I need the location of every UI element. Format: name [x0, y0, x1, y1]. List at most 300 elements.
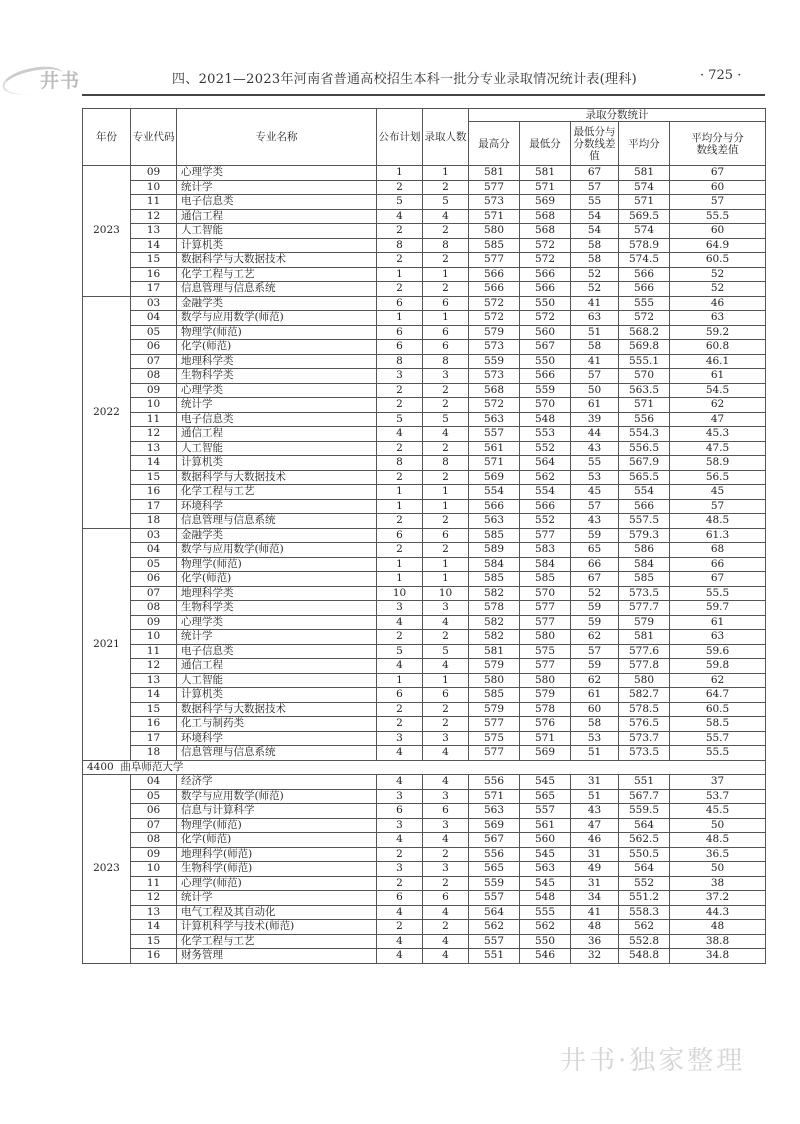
avg-diff-cell: 60.8	[670, 340, 766, 355]
table-row	[83, 354, 766, 369]
avg-score-cell: 581	[619, 166, 670, 181]
avg-score-cell: 552	[619, 876, 670, 891]
avg-score-cell: 564	[619, 818, 670, 833]
admitted-cell: 2	[423, 920, 469, 935]
avg-diff-cell: 50	[670, 818, 766, 833]
plan-cell: 4	[377, 775, 423, 790]
major-name-cell: 地理科学(师范)	[177, 847, 377, 862]
avg-diff-cell: 61	[670, 369, 766, 384]
max-score-cell: 556	[469, 847, 520, 862]
code-cell: 10	[131, 862, 177, 877]
plan-cell: 1	[377, 166, 423, 181]
min-score-cell: 563	[520, 862, 571, 877]
code-cell: 09	[131, 847, 177, 862]
min-score-cell: 584	[520, 557, 571, 572]
min-diff-cell: 60	[571, 702, 619, 717]
plan-cell: 2	[377, 702, 423, 717]
avg-diff-cell: 54.5	[670, 383, 766, 398]
max-score-cell: 579	[469, 659, 520, 674]
min-diff-cell: 44	[571, 427, 619, 442]
plan-cell: 6	[377, 528, 423, 543]
admitted-cell: 3	[423, 789, 469, 804]
major-name-cell: 心理学(师范)	[177, 876, 377, 891]
min-diff-cell: 31	[571, 847, 619, 862]
major-name-cell: 人工智能	[177, 673, 377, 688]
avg-score-cell: 564	[619, 862, 670, 877]
avg-score-cell: 578.9	[619, 238, 670, 253]
table-row	[83, 659, 766, 674]
major-name-cell: 统计学	[177, 398, 377, 413]
max-score-cell: 582	[469, 586, 520, 601]
major-name-cell: 化学(师范)	[177, 572, 377, 587]
plan-cell: 6	[377, 296, 423, 311]
min-score-cell: 568	[520, 209, 571, 224]
avg-score-cell: 586	[619, 543, 670, 558]
avg-diff-cell: 60.5	[670, 702, 766, 717]
avg-score-cell: 551	[619, 775, 670, 790]
min-diff-cell: 31	[571, 775, 619, 790]
max-score-cell: 581	[469, 166, 520, 181]
code-cell: 05	[131, 557, 177, 572]
code-cell: 15	[131, 253, 177, 268]
avg-score-cell: 567.9	[619, 456, 670, 471]
major-name-cell: 心理学类	[177, 166, 377, 181]
admitted-cell: 2	[423, 543, 469, 558]
max-score-cell: 585	[469, 688, 520, 703]
min-diff-cell: 63	[571, 311, 619, 326]
admitted-cell: 2	[423, 847, 469, 862]
min-score-cell: 569	[520, 746, 571, 761]
major-name-cell: 计算机类	[177, 238, 377, 253]
avg-diff-cell: 59.2	[670, 325, 766, 340]
code-cell: 04	[131, 543, 177, 558]
major-name-cell: 电气工程及其自动化	[177, 905, 377, 920]
code-cell: 14	[131, 456, 177, 471]
avg-diff-cell: 67	[670, 572, 766, 587]
major-name-cell: 统计学	[177, 180, 377, 195]
max-score-cell: 579	[469, 325, 520, 340]
plan-cell: 8	[377, 238, 423, 253]
avg-diff-cell: 61	[670, 615, 766, 630]
table-row	[83, 847, 766, 862]
plan-cell: 2	[377, 543, 423, 558]
avg-diff-cell: 56.5	[670, 470, 766, 485]
min-diff-cell: 62	[571, 630, 619, 645]
min-score-cell: 550	[520, 354, 571, 369]
major-name-cell: 化学工程与工艺	[177, 267, 377, 282]
avg-diff-cell: 67	[670, 166, 766, 181]
min-diff-cell: 48	[571, 920, 619, 935]
min-diff-cell: 52	[571, 267, 619, 282]
min-diff-cell: 58	[571, 717, 619, 732]
major-name-cell: 信息管理与信息系统	[177, 514, 377, 529]
avg-diff-cell: 63	[670, 630, 766, 645]
min-score-cell: 571	[520, 180, 571, 195]
avg-score-cell: 567.7	[619, 789, 670, 804]
max-score-cell: 572	[469, 398, 520, 413]
table-row	[83, 340, 766, 355]
table-row	[83, 572, 766, 587]
max-score-cell: 566	[469, 499, 520, 514]
major-name-cell: 地理科学类	[177, 354, 377, 369]
avg-diff-cell: 55.7	[670, 731, 766, 746]
plan-cell: 4	[377, 209, 423, 224]
avg-score-cell: 572	[619, 311, 670, 326]
table-row	[83, 253, 766, 268]
plan-cell: 4	[377, 949, 423, 964]
table-row	[83, 499, 766, 514]
avg-score-cell: 584	[619, 557, 670, 572]
code-cell: 12	[131, 209, 177, 224]
avg-diff-cell: 50	[670, 862, 766, 877]
major-name-cell: 人工智能	[177, 224, 377, 239]
header-score-stats: 录取分数统计	[469, 109, 766, 122]
avg-score-cell: 579	[619, 615, 670, 630]
major-name-cell: 生物科学(师范)	[177, 862, 377, 877]
min-diff-cell: 51	[571, 789, 619, 804]
plan-cell: 2	[377, 180, 423, 195]
plan-cell: 5	[377, 412, 423, 427]
min-score-cell: 577	[520, 601, 571, 616]
code-cell: 16	[131, 949, 177, 964]
table-row	[83, 934, 766, 949]
major-name-cell: 通信工程	[177, 427, 377, 442]
avg-score-cell: 558.3	[619, 905, 670, 920]
max-score-cell: 559	[469, 876, 520, 891]
code-cell: 11	[131, 644, 177, 659]
university-code: 4400	[87, 760, 114, 773]
min-diff-cell: 61	[571, 688, 619, 703]
min-diff-cell: 53	[571, 470, 619, 485]
university-title: 曲阜师范大学	[120, 760, 184, 773]
code-cell: 08	[131, 601, 177, 616]
admitted-cell: 6	[423, 688, 469, 703]
university-row	[83, 760, 766, 775]
min-score-cell: 585	[520, 572, 571, 587]
code-cell: 03	[131, 528, 177, 543]
code-cell: 07	[131, 818, 177, 833]
min-score-cell: 572	[520, 253, 571, 268]
header-code: 专业代码	[131, 109, 177, 166]
admitted-cell: 1	[423, 485, 469, 500]
avg-score-cell: 550.5	[619, 847, 670, 862]
avg-diff-cell: 57	[670, 499, 766, 514]
avg-diff-cell: 62	[670, 673, 766, 688]
code-cell: 15	[131, 702, 177, 717]
min-score-cell: 552	[520, 441, 571, 456]
major-name-cell: 化学(师范)	[177, 833, 377, 848]
table-row	[83, 311, 766, 326]
admitted-cell: 6	[423, 325, 469, 340]
min-diff-cell: 49	[571, 862, 619, 877]
min-diff-cell: 58	[571, 253, 619, 268]
min-score-cell: 545	[520, 847, 571, 862]
avg-score-cell: 555	[619, 296, 670, 311]
plan-cell: 2	[377, 253, 423, 268]
major-name-cell: 计算机科学与技术(师范)	[177, 920, 377, 935]
avg-score-cell: 556	[619, 412, 670, 427]
avg-score-cell: 551.2	[619, 891, 670, 906]
min-diff-cell: 45	[571, 485, 619, 500]
min-score-cell: 577	[520, 615, 571, 630]
admitted-cell: 2	[423, 398, 469, 413]
table-row	[83, 920, 766, 935]
code-cell: 06	[131, 340, 177, 355]
avg-score-cell: 579.3	[619, 528, 670, 543]
max-score-cell: 577	[469, 746, 520, 761]
admitted-cell: 2	[423, 876, 469, 891]
min-score-cell: 557	[520, 804, 571, 819]
min-score-cell: 559	[520, 383, 571, 398]
admitted-cell: 1	[423, 499, 469, 514]
admitted-cell: 2	[423, 441, 469, 456]
avg-diff-cell: 38	[670, 876, 766, 891]
table-row	[83, 833, 766, 848]
major-name-cell: 统计学	[177, 630, 377, 645]
table-row	[83, 238, 766, 253]
max-score-cell: 580	[469, 673, 520, 688]
code-cell: 10	[131, 630, 177, 645]
plan-cell: 2	[377, 920, 423, 935]
table-row	[83, 383, 766, 398]
plan-cell: 2	[377, 441, 423, 456]
admitted-cell: 8	[423, 238, 469, 253]
university-name	[83, 760, 766, 775]
avg-diff-cell: 60.5	[670, 253, 766, 268]
avg-score-cell: 554	[619, 485, 670, 500]
max-score-cell: 556	[469, 775, 520, 790]
plan-cell: 4	[377, 659, 423, 674]
min-score-cell: 572	[520, 238, 571, 253]
min-diff-cell: 57	[571, 180, 619, 195]
min-diff-cell: 51	[571, 746, 619, 761]
plan-cell: 10	[377, 586, 423, 601]
min-diff-cell: 43	[571, 804, 619, 819]
min-diff-cell: 59	[571, 601, 619, 616]
major-name-cell: 物理学(师范)	[177, 325, 377, 340]
avg-score-cell: 569.8	[619, 340, 670, 355]
min-score-cell: 552	[520, 514, 571, 529]
max-score-cell: 573	[469, 369, 520, 384]
min-score-cell: 564	[520, 456, 571, 471]
major-name-cell: 环境科学	[177, 731, 377, 746]
table-row	[83, 586, 766, 601]
major-name-cell: 物理学(师范)	[177, 818, 377, 833]
min-diff-cell: 58	[571, 340, 619, 355]
avg-diff-cell: 60	[670, 180, 766, 195]
avg-diff-cell: 66	[670, 557, 766, 572]
avg-diff-cell: 48	[670, 920, 766, 935]
min-score-cell: 566	[520, 369, 571, 384]
min-diff-cell: 66	[571, 557, 619, 572]
admitted-cell: 2	[423, 717, 469, 732]
min-score-cell: 560	[520, 833, 571, 848]
avg-diff-cell: 68	[670, 543, 766, 558]
avg-diff-cell: 63	[670, 311, 766, 326]
admitted-cell: 3	[423, 731, 469, 746]
code-cell: 06	[131, 804, 177, 819]
table-row	[83, 615, 766, 630]
avg-score-cell: 585	[619, 572, 670, 587]
major-name-cell: 经济学	[177, 775, 377, 790]
max-score-cell: 582	[469, 615, 520, 630]
max-score-cell: 580	[469, 224, 520, 239]
admitted-cell: 4	[423, 949, 469, 964]
plan-cell: 1	[377, 485, 423, 500]
plan-cell: 4	[377, 833, 423, 848]
table-row	[83, 543, 766, 558]
avg-diff-cell: 46.1	[670, 354, 766, 369]
avg-diff-cell: 58.9	[670, 456, 766, 471]
avg-diff-cell: 64.9	[670, 238, 766, 253]
min-diff-cell: 52	[571, 282, 619, 297]
admitted-cell: 4	[423, 775, 469, 790]
max-score-cell: 565	[469, 862, 520, 877]
min-score-cell: 561	[520, 818, 571, 833]
table-row	[83, 702, 766, 717]
min-diff-cell: 41	[571, 905, 619, 920]
min-score-cell: 546	[520, 949, 571, 964]
code-cell: 11	[131, 195, 177, 210]
admitted-cell: 1	[423, 572, 469, 587]
table-row	[83, 180, 766, 195]
avg-score-cell: 573.5	[619, 746, 670, 761]
table-row	[83, 514, 766, 529]
plan-cell: 3	[377, 862, 423, 877]
major-name-cell: 数据科学与大数据技术	[177, 470, 377, 485]
min-score-cell: 545	[520, 775, 571, 790]
avg-score-cell: 562	[619, 920, 670, 935]
avg-diff-cell: 45	[670, 485, 766, 500]
avg-diff-cell: 55.5	[670, 209, 766, 224]
min-score-cell: 566	[520, 267, 571, 282]
min-score-cell: 580	[520, 673, 571, 688]
avg-score-cell: 581	[619, 630, 670, 645]
max-score-cell: 564	[469, 905, 520, 920]
avg-score-cell: 559.5	[619, 804, 670, 819]
table-row	[83, 905, 766, 920]
table-row	[83, 557, 766, 572]
avg-score-cell: 570	[619, 369, 670, 384]
plan-cell: 1	[377, 311, 423, 326]
max-score-cell: 577	[469, 253, 520, 268]
max-score-cell: 551	[469, 949, 520, 964]
code-cell: 17	[131, 282, 177, 297]
min-diff-cell: 57	[571, 499, 619, 514]
max-score-cell: 566	[469, 267, 520, 282]
max-score-cell: 569	[469, 818, 520, 833]
avg-score-cell: 580	[619, 673, 670, 688]
plan-cell: 1	[377, 499, 423, 514]
admitted-cell: 4	[423, 746, 469, 761]
table-row	[83, 412, 766, 427]
avg-score-cell: 582.7	[619, 688, 670, 703]
code-cell: 12	[131, 891, 177, 906]
min-diff-cell: 67	[571, 572, 619, 587]
plan-cell: 6	[377, 688, 423, 703]
admitted-cell: 4	[423, 905, 469, 920]
min-diff-cell: 41	[571, 354, 619, 369]
plan-cell: 2	[377, 876, 423, 891]
code-cell: 05	[131, 789, 177, 804]
year-cell: 2022	[83, 296, 131, 528]
avg-score-cell: 556.5	[619, 441, 670, 456]
avg-diff-cell: 61.3	[670, 528, 766, 543]
avg-score-cell: 576.5	[619, 717, 670, 732]
table-row	[83, 456, 766, 471]
code-cell: 06	[131, 572, 177, 587]
plan-cell: 2	[377, 717, 423, 732]
min-score-cell: 554	[520, 485, 571, 500]
table-row	[83, 528, 766, 543]
avg-score-cell: 571	[619, 195, 670, 210]
admitted-cell: 2	[423, 253, 469, 268]
code-cell: 14	[131, 920, 177, 935]
min-diff-cell: 52	[571, 586, 619, 601]
major-name-cell: 信息管理与信息系统	[177, 746, 377, 761]
table-row	[83, 427, 766, 442]
major-name-cell: 生物科学类	[177, 601, 377, 616]
avg-score-cell: 566	[619, 267, 670, 282]
code-cell: 08	[131, 369, 177, 384]
plan-cell: 1	[377, 673, 423, 688]
table-row	[83, 804, 766, 819]
min-diff-cell: 47	[571, 818, 619, 833]
plan-cell: 5	[377, 195, 423, 210]
avg-score-cell: 574	[619, 180, 670, 195]
admitted-cell: 2	[423, 224, 469, 239]
min-score-cell: 550	[520, 934, 571, 949]
plan-cell: 1	[377, 572, 423, 587]
min-diff-cell: 41	[571, 296, 619, 311]
table-row	[83, 282, 766, 297]
max-score-cell: 557	[469, 427, 520, 442]
plan-cell: 2	[377, 514, 423, 529]
max-score-cell: 568	[469, 383, 520, 398]
admitted-cell: 10	[423, 586, 469, 601]
max-score-cell: 581	[469, 644, 520, 659]
plan-cell: 8	[377, 456, 423, 471]
min-score-cell: 553	[520, 427, 571, 442]
major-name-cell: 金融学类	[177, 296, 377, 311]
code-cell: 07	[131, 354, 177, 369]
plan-cell: 6	[377, 325, 423, 340]
admitted-cell: 4	[423, 934, 469, 949]
min-diff-cell: 50	[571, 383, 619, 398]
admitted-cell: 8	[423, 354, 469, 369]
min-diff-cell: 57	[571, 644, 619, 659]
major-name-cell: 计算机类	[177, 688, 377, 703]
table-row	[83, 688, 766, 703]
avg-diff-cell: 47	[670, 412, 766, 427]
plan-cell: 3	[377, 789, 423, 804]
avg-score-cell: 563.5	[619, 383, 670, 398]
admitted-cell: 5	[423, 644, 469, 659]
admitted-cell: 2	[423, 282, 469, 297]
min-score-cell: 568	[520, 224, 571, 239]
min-score-cell: 566	[520, 499, 571, 514]
table-row	[83, 398, 766, 413]
code-cell: 11	[131, 412, 177, 427]
plan-cell: 6	[377, 804, 423, 819]
avg-diff-cell: 47.5	[670, 441, 766, 456]
max-score-cell: 572	[469, 296, 520, 311]
table-row	[83, 731, 766, 746]
code-cell: 18	[131, 514, 177, 529]
min-diff-cell: 51	[571, 325, 619, 340]
major-name-cell: 人工智能	[177, 441, 377, 456]
min-diff-cell: 57	[571, 369, 619, 384]
